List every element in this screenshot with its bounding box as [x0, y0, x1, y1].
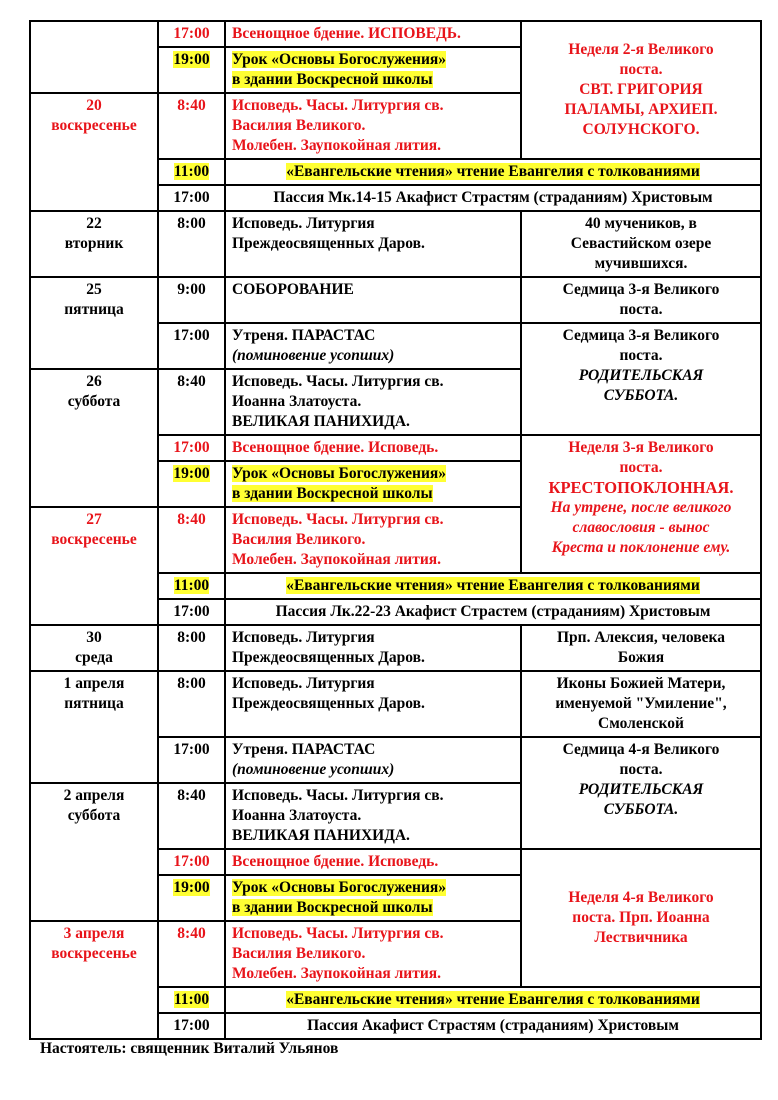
feast-note: Прп. Алексия, человека Божия: [521, 625, 761, 671]
day-cell: 20 воскресенье: [30, 93, 158, 211]
table-row: [30, 21, 761, 47]
time-cell: 17:00: [158, 849, 225, 875]
time-cell: 9:00: [158, 277, 225, 323]
service-cell: Исповедь. Литургия Преждеосвященных Даров.: [225, 671, 521, 737]
service-cell: Исповедь. Часы. Литургия св. Василия Великого. Молебен. Заупокойная лития.: [225, 93, 521, 159]
day-cell: 1 апреля пятница: [30, 671, 158, 783]
time-cell: 17:00: [158, 599, 225, 625]
time-cell: 17:00: [158, 435, 225, 461]
service-cell: Урок «Основы Богослужения» в здании Воскресной школы: [225, 875, 521, 921]
service-cell: «Евангельские чтения» чтение Евангелия с толкованиями: [225, 573, 761, 599]
service-cell: Пассия Акафист Страстям (страданиям) Христовым: [225, 1013, 761, 1039]
service-cell: Исповедь. Часы. Литургия св. Василия Великого. Молебен. Заупокойная лития.: [225, 507, 521, 573]
time-cell: 11:00: [158, 987, 225, 1013]
day-cell: 3 апреля воскресенье: [30, 921, 158, 1039]
feast-note: Неделя 2-я Великого поста. СВТ. ГРИГОРИЯ ПАЛАМЫ, АРХИЕП. СОЛУНСКОГО.: [521, 21, 761, 159]
time-cell: 17:00: [158, 1013, 225, 1039]
feast-note: 40 мучеников, в Севастийском озере мучившихся.: [521, 211, 761, 277]
service-cell: Всенощное бдение. Исповедь.: [225, 435, 521, 461]
time-cell: 19:00: [158, 875, 225, 921]
time-cell: 17:00: [158, 323, 225, 369]
feast-note: Неделя 4-я Великого поста. Прп. Иоанна Лествичника: [521, 849, 761, 987]
day-cell: 27 воскресенье: [30, 507, 158, 625]
day-cell: 22 вторник: [30, 211, 158, 277]
service-cell: Исповедь. Часы. Литургия св. Иоанна Златоуста. ВЕЛИКАЯ ПАНИХИДА.: [225, 369, 521, 435]
time-cell: 8:40: [158, 93, 225, 159]
time-cell: 8:00: [158, 625, 225, 671]
feast-note: Иконы Божией Матери, именуемой "Умиление", Смоленской: [521, 671, 761, 737]
service-cell: Пассия Лк.22-23 Акафист Страстем (страданиям) Христовым: [225, 599, 761, 625]
time-cell: 17:00: [158, 21, 225, 47]
time-cell: 17:00: [158, 185, 225, 211]
time-cell: 8:40: [158, 783, 225, 849]
service-cell: «Евангельские чтения» чтение Евангелия с толкованиями: [225, 987, 761, 1013]
feast-note: Седмица 3-я Великого поста. РОДИТЕЛЬСКАЯ СУББОТА.: [521, 323, 761, 435]
day-cell: 2 апреля суббота: [30, 783, 158, 921]
service-cell: Всенощное бдение. ИСПОВЕДЬ.: [225, 21, 521, 47]
feast-note: Неделя 3-я Великого поста. КРЕСТОПОКЛОННАЯ. На утрене, после великого славословия - вынос Креста и поклонение ему.: [521, 435, 761, 573]
service-cell: Утреня. ПАРАСТАС (поминовение усопших): [225, 323, 521, 369]
table-row: [30, 211, 761, 277]
time-cell: 19:00: [158, 47, 225, 93]
feast-note: Седмица 3-я Великого поста.: [521, 277, 761, 323]
day-cell: 25 пятница: [30, 277, 158, 369]
service-cell: Урок «Основы Богослужения» в здании Воскресной школы: [225, 461, 521, 507]
time-cell: 8:40: [158, 921, 225, 987]
time-cell: 17:00: [158, 737, 225, 783]
day-cell: 30 среда: [30, 625, 158, 671]
time-cell: 8:40: [158, 369, 225, 435]
service-cell: СОБОРОВАНИЕ: [225, 277, 521, 323]
service-cell: Исповедь. Литургия Преждеосвященных Даров.: [225, 625, 521, 671]
service-cell: Урок «Основы Богослужения» в здании Воскресной школы: [225, 47, 521, 93]
time-cell: 11:00: [158, 159, 225, 185]
service-cell: Утреня. ПАРАСТАС (поминовение усопших): [225, 737, 521, 783]
rector-signature: Настоятель: священник Виталий Ульянов: [40, 1040, 339, 1057]
table-row: [30, 625, 761, 671]
service-cell: Пассия Мк.14-15 Акафист Страстям (страданиям) Христовым: [225, 185, 761, 211]
day-cell: 26 суббота: [30, 369, 158, 507]
table-row: [30, 277, 761, 323]
schedule-table: [29, 20, 762, 1040]
time-cell: 8:00: [158, 671, 225, 737]
time-cell: 19:00: [158, 461, 225, 507]
service-cell: Исповедь. Часы. Литургия св. Василия Великого. Молебен. Заупокойная лития.: [225, 921, 521, 987]
service-cell: Всенощное бдение. Исповедь.: [225, 849, 521, 875]
time-cell: 8:00: [158, 211, 225, 277]
time-cell: 11:00: [158, 573, 225, 599]
time-cell: 8:40: [158, 507, 225, 573]
table-row: [30, 671, 761, 737]
day-cell-empty: [30, 21, 158, 93]
service-cell: Исповедь. Часы. Литургия св. Иоанна Златоуста. ВЕЛИКАЯ ПАНИХИДА.: [225, 783, 521, 849]
feast-note: Седмица 4-я Великого поста. РОДИТЕЛЬСКАЯ СУББОТА.: [521, 737, 761, 849]
service-cell: Исповедь. Литургия Преждеосвященных Даров.: [225, 211, 521, 277]
service-cell: «Евангельские чтения» чтение Евангелия с толкованиями: [225, 159, 761, 185]
